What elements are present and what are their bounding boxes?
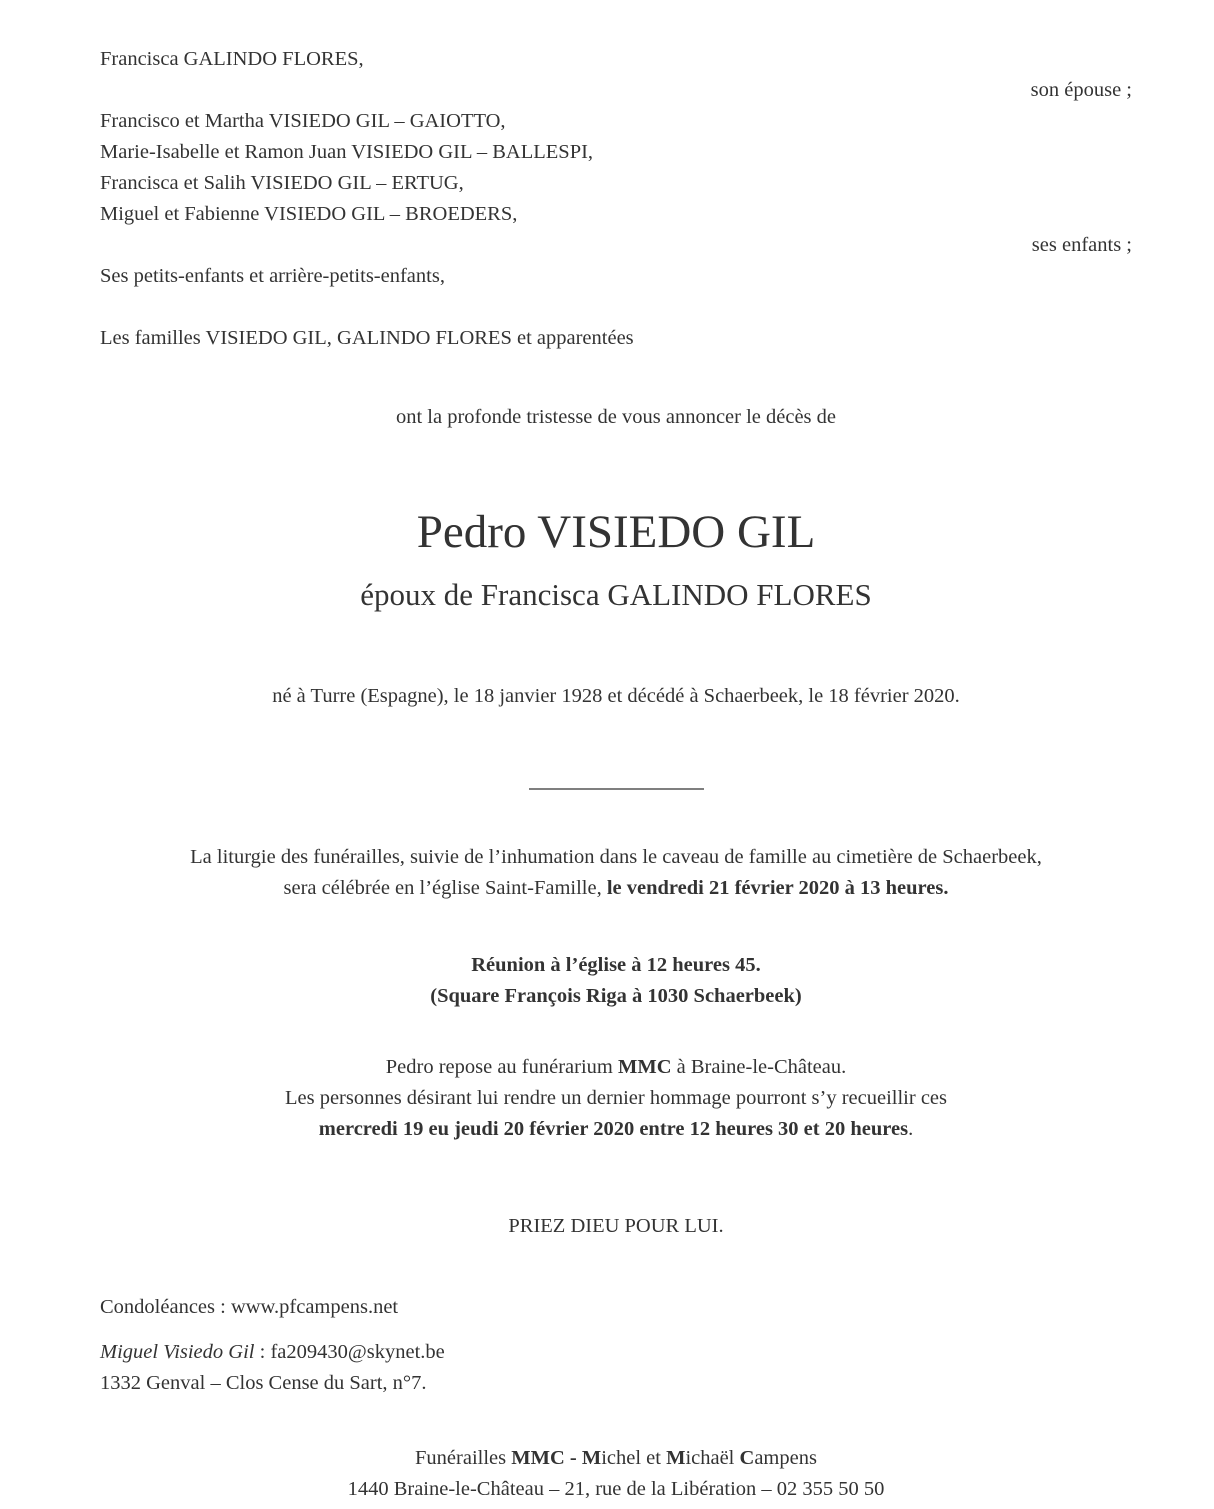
families-line: Les familles VISIEDO GIL, GALINDO FLORES et apparentées [100, 327, 634, 349]
children-line-3: Francisca et Salih VISIEDO GIL – ERTUG, [100, 172, 464, 194]
contact-email: fa209430@skynet.be [270, 1341, 445, 1363]
visiting-hours: mercredi 19 eu jeudi 20 février 2020 entre 12 heures 30 et 20 heures [318, 1118, 909, 1140]
condolences-line: Condoléances : www.pfcampens.net [100, 1296, 399, 1318]
children-relation-label: ses enfants ; [1031, 234, 1132, 256]
footer-address-line: 1440 Braine-le-Château – 21, rue de la Libération – 02 355 50 50 [347, 1478, 885, 1500]
repose-line-1-post: à Braine-le-Château. [671, 1056, 847, 1078]
footer-seg-1: Funérailles [415, 1447, 512, 1469]
repose-paragraph [100, 1052, 1132, 1145]
meeting-notice [100, 950, 1132, 1012]
repose-line-1 [100, 1052, 1132, 1083]
footer-seg-7: ampens [754, 1447, 817, 1469]
spouse-name-line: Francisca GALINDO FLORES, [100, 48, 364, 70]
children-list [100, 106, 1132, 230]
prayer-line: PRIEZ DIEU POUR LUI. [508, 1215, 724, 1237]
announcement-line: ont la profonde tristesse de vous annoncer le décès de [395, 406, 837, 428]
contact-name: Miguel Visiedo Gil [100, 1341, 255, 1363]
contact-separator: : [254, 1341, 271, 1363]
footer-seg-5: ichaël [685, 1447, 740, 1469]
visiting-hours-period: . [908, 1118, 914, 1140]
footer-seg-6: C [739, 1447, 755, 1469]
footer-seg-3: ichel et [601, 1447, 667, 1469]
liturgy-line-2 [100, 873, 1132, 904]
deceased-relation-subtitle: époux de Francisca GALINDO FLORES [360, 577, 872, 612]
grandchildren-line: Ses petits-enfants et arrière-petits-enfants, [100, 265, 445, 287]
footer-seg-4: M [666, 1447, 686, 1469]
spouse-relation-label: son épouse ; [1030, 79, 1132, 101]
children-line-1: Francisco et Martha VISIEDO GIL – GAIOTTO, [100, 110, 506, 132]
funeral-home-name: MMC [618, 1056, 672, 1078]
meeting-line-1: Réunion à l’église à 12 heures 45. [471, 954, 761, 976]
liturgy-paragraph [100, 842, 1132, 904]
repose-line-1-pre: Pedro repose au funérarium [385, 1056, 618, 1078]
children-line-2: Marie-Isabelle et Ramon Juan VISIEDO GIL – BALLESPI, [100, 141, 594, 163]
repose-line-2: Les personnes désirant lui rendre un dernier hommage pourront s’y recueillir ces [284, 1087, 948, 1109]
section-divider [529, 788, 704, 790]
life-dates-line: né à Turre (Espagne), le 18 janvier 1928 et décédé à Schaerbeek, le 18 février 2020. [272, 685, 960, 707]
liturgy-line-2-datetime: le vendredi 21 février 2020 à 13 heures. [606, 877, 949, 899]
contact-block [100, 1337, 1132, 1399]
meeting-line-2: (Square François Riga à 1030 Schaerbeek) [430, 985, 802, 1007]
contact-line [100, 1337, 1132, 1368]
liturgy-line-1: La liturgie des funérailles, suivie de l’inhumation dans le caveau de famille au cimetière de Schaerbeek, [190, 846, 1042, 868]
contact-address: 1332 Genval – Clos Cense du Sart, n°7. [100, 1372, 427, 1394]
footer-block [100, 1443, 1132, 1505]
deceased-name: Pedro VISIEDO GIL [416, 506, 816, 558]
footer-seg-2: MMC - M [511, 1447, 602, 1469]
children-line-4: Miguel et Fabienne VISIEDO GIL – BROEDERS, [100, 203, 518, 225]
footer-company-line [100, 1443, 1132, 1474]
repose-line-3 [100, 1114, 1132, 1145]
liturgy-line-2-regular: sera célébrée en l’église Saint-Famille, [283, 877, 607, 899]
